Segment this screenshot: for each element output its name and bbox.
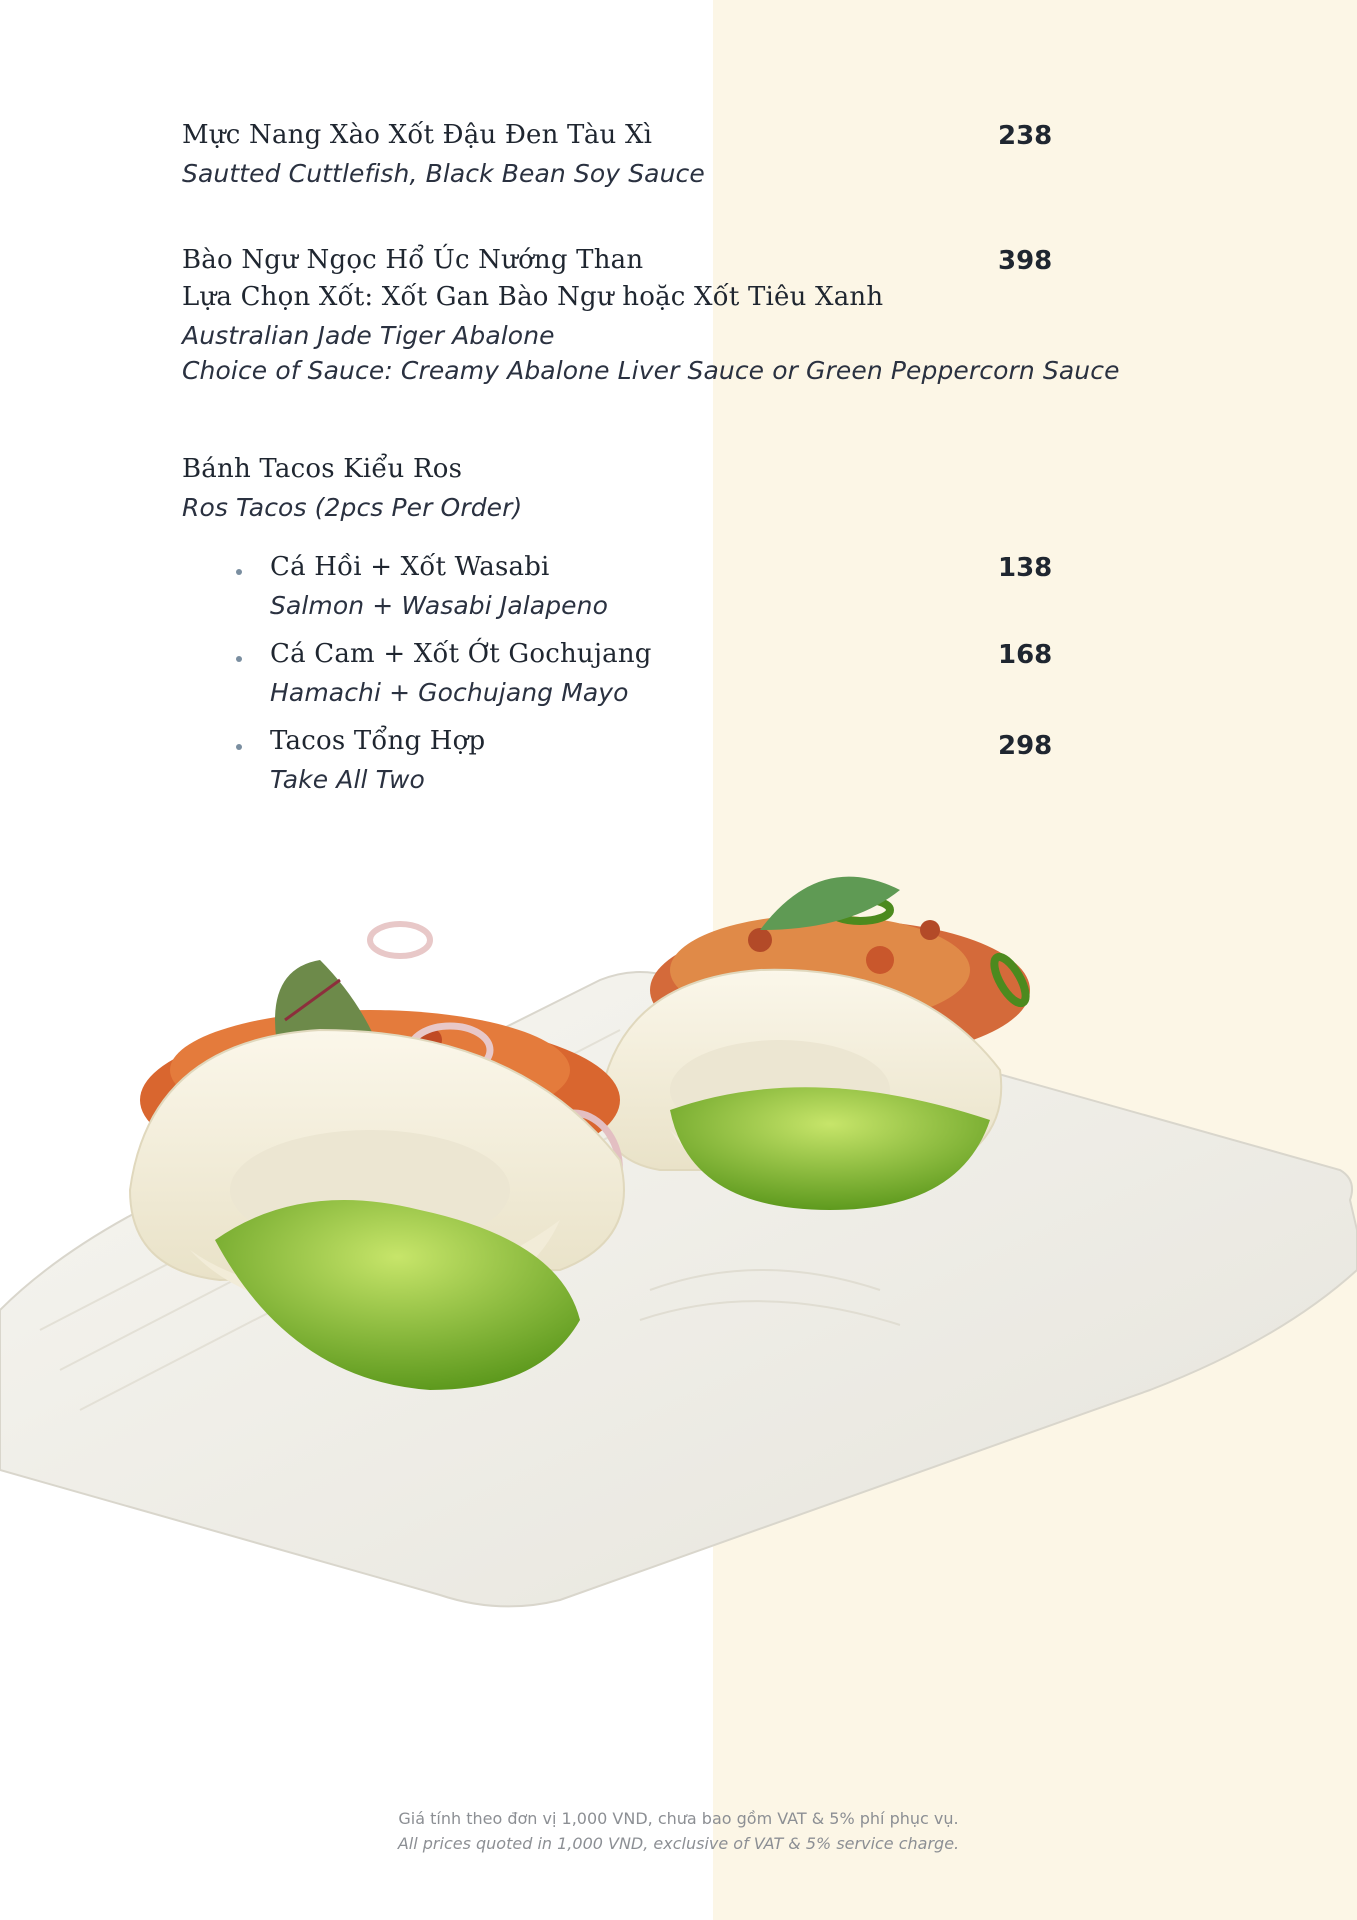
taco-option-price: 298 xyxy=(998,731,1053,761)
tacos-name-en: Ros Tacos (2pcs Per Order) xyxy=(182,493,523,522)
taco-option-en: Salmon + Wasabi Jalapeno xyxy=(270,591,608,620)
item-sauce-en: Choice of Sauce: Creamy Abalone Liver Sauce or Green Peppercorn Sauce xyxy=(182,356,1120,385)
footer-note-vn: Giá tính theo đơn vị 1,000 VND, chưa bao gồm VAT & 5% phí phục vụ. xyxy=(398,1809,959,1828)
taco-option-vn: Cá Hồi + Xốt Wasabi xyxy=(270,552,550,582)
item-name-vn: Mực Nang Xào Xốt Đậu Đen Tàu Xì xyxy=(182,120,653,150)
taco-option-vn: Tacos Tổng Hợp xyxy=(270,726,486,756)
taco-option-vn: Cá Cam + Xốt Ớt Gochujang xyxy=(270,639,652,669)
footer-note-en: All prices quoted in 1,000 VND, exclusive of VAT & 5% service charge. xyxy=(397,1834,960,1853)
bullet-icon xyxy=(236,744,242,750)
item-name-en: Australian Jade Tiger Abalone xyxy=(182,321,555,350)
tacos-name-vn: Bánh Tacos Kiểu Ros xyxy=(182,454,463,484)
item-price: 238 xyxy=(998,121,1053,151)
item-name-vn: Bào Ngư Ngọc Hổ Úc Nướng Than xyxy=(182,245,644,275)
taco-option-price: 138 xyxy=(998,553,1053,583)
item-name-en: Sautted Cuttlefish, Black Bean Soy Sauce xyxy=(182,159,705,188)
taco-option-en: Take All Two xyxy=(270,765,425,794)
bullet-icon xyxy=(236,569,242,575)
taco-option-en: Hamachi + Gochujang Mayo xyxy=(270,678,629,707)
item-sauce-vn: Lựa Chọn Xốt: Xốt Gan Bào Ngư hoặc Xốt Tiêu Xanh xyxy=(182,282,884,312)
bullet-icon xyxy=(236,656,242,662)
menu-list xyxy=(0,0,1357,830)
tacos-photo xyxy=(0,870,1357,1610)
taco-option-price: 168 xyxy=(998,640,1053,670)
item-price: 398 xyxy=(998,246,1053,276)
